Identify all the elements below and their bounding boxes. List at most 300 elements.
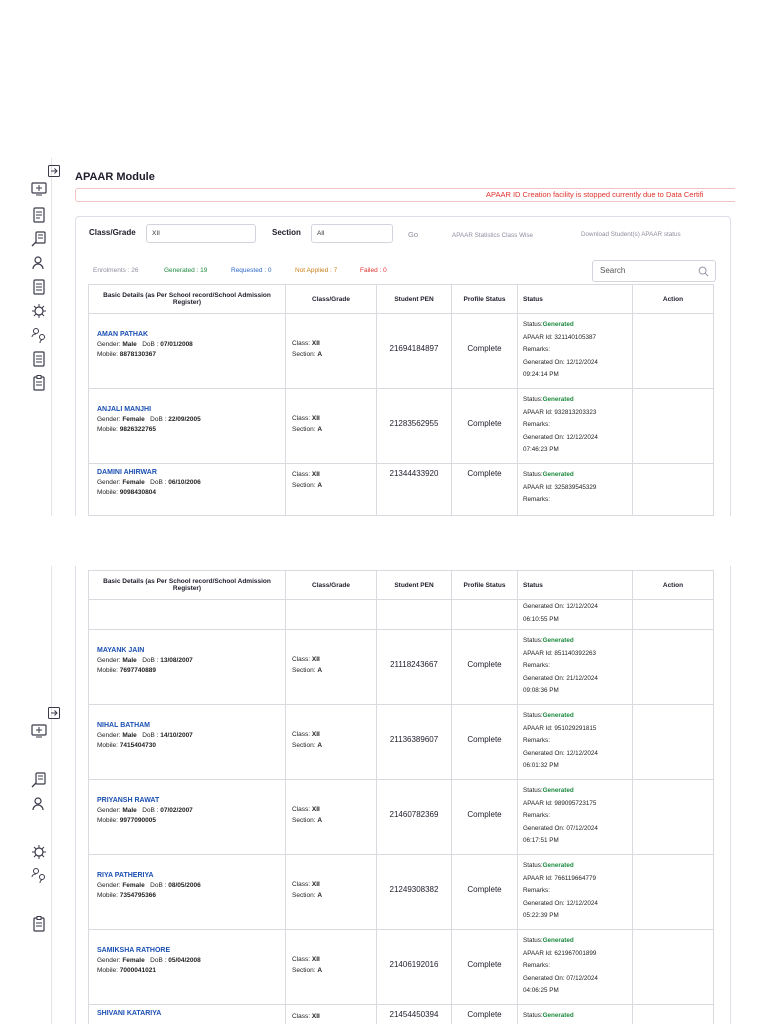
generated-time-value: 04:06:25 PM [523, 987, 559, 994]
profile-status: Complete [467, 960, 502, 969]
profile-status: Complete [467, 419, 502, 428]
gender [97, 732, 137, 739]
class-grade-label: Class/Grade [89, 228, 136, 237]
remarks-line [523, 885, 632, 898]
mobile-value: 7415404730 [119, 742, 156, 749]
gender [97, 479, 145, 486]
gender-value: Male [122, 807, 137, 814]
dob-label: DoB : [150, 479, 167, 486]
generated-on-line [523, 357, 632, 370]
section [292, 742, 322, 749]
pen-cell [377, 314, 452, 389]
section-value: A [317, 482, 323, 489]
class-line [292, 1011, 376, 1022]
status-line [523, 394, 632, 407]
section [292, 426, 322, 433]
dashboard-icon[interactable] [30, 722, 48, 740]
status-label: Status: [523, 321, 543, 328]
class-cell [286, 464, 377, 516]
profile-cell [452, 705, 518, 780]
collapse-sidebar-icon[interactable] [30, 704, 48, 722]
generated-on-line [523, 673, 632, 686]
dob [150, 416, 201, 423]
profile-cell [452, 780, 518, 855]
profile-status: Complete [467, 1010, 502, 1019]
generated-on-label: Generated On: [523, 899, 565, 907]
users-group-icon[interactable] [30, 326, 48, 344]
header-student-pen: Student PEN [377, 571, 452, 600]
status-block [523, 394, 632, 457]
section-label: Section: [292, 351, 316, 358]
action-cell[interactable] [633, 930, 714, 1005]
profile-cell [452, 1005, 518, 1024]
basic-details-cell [89, 630, 286, 705]
status-label: Status: [523, 637, 543, 644]
mobile-label: Mobile: [97, 892, 118, 899]
mobile [97, 426, 156, 433]
header-action: Action [633, 571, 714, 600]
generated-on-value: 07/12/2024 [566, 974, 598, 982]
apaar-id-value: 932813203323 [554, 408, 597, 416]
remarks-label: Remarks: [523, 346, 550, 353]
remarks-line [523, 344, 632, 357]
pen-cell [377, 1005, 452, 1024]
mobile-line [97, 892, 285, 899]
status-block [523, 935, 632, 998]
mobile-value: 7697740889 [119, 667, 156, 674]
apaar-statistics-link[interactable]: APAAR Statistics Class Wise [452, 232, 534, 239]
gender-dob-line [97, 732, 285, 739]
settings-group-icon[interactable] [30, 302, 48, 320]
apaar-id-line [523, 873, 632, 886]
remarks-label: Remarks: [523, 737, 550, 744]
header-status: Status [518, 285, 633, 314]
class-section [292, 469, 376, 491]
class-value: XII [311, 731, 320, 738]
class-label: Class: [292, 656, 311, 663]
status-label: Status: [523, 471, 543, 478]
notes-icon[interactable] [30, 278, 48, 296]
generated-on-label: Generated On: [523, 749, 565, 757]
students-table [88, 284, 714, 516]
mobile-line [97, 742, 285, 749]
generated-on-value: 12/12/2024 [566, 358, 598, 366]
mobile-line [97, 351, 285, 358]
student-name[interactable]: PRIYANSH RAWAT [97, 797, 160, 804]
pen-cell [377, 930, 452, 1005]
gender [97, 882, 145, 889]
class [292, 956, 320, 963]
class-line [292, 413, 376, 424]
header-class-grade: Class/Grade [286, 285, 377, 314]
status-badge: Generated [542, 712, 574, 719]
gender [97, 657, 137, 664]
table-row [89, 780, 714, 855]
class [292, 656, 320, 663]
pen-cell [377, 630, 452, 705]
generated-on-label: Generated On: [523, 358, 565, 366]
section-value: A [317, 667, 323, 674]
generated-on-label: Generated On: [523, 433, 565, 441]
mobile [97, 742, 156, 749]
student-name[interactable]: RIYA PATHERIYA [97, 872, 154, 879]
class-value: XII [311, 340, 320, 347]
search-input[interactable] [592, 260, 716, 282]
class-label: Class: [292, 471, 311, 478]
mobile-label: Mobile: [97, 742, 118, 749]
status-cell [518, 930, 633, 1005]
pen-cell [377, 464, 452, 516]
dob [150, 882, 201, 889]
student-name[interactable]: NIHAL BATHAM [97, 722, 151, 729]
generated-on-value: 12/12/2024 [566, 603, 598, 610]
action-cell[interactable] [633, 389, 714, 464]
apaar-id-label: APAAR Id: [523, 408, 553, 416]
mobile-value: 9977090005 [119, 817, 156, 824]
section [292, 967, 322, 974]
pen-cell [377, 855, 452, 930]
generated-time-value: 07:46:23 PM [523, 446, 559, 453]
class-line [292, 654, 376, 665]
basic-details-cell [89, 780, 286, 855]
dob-value: 13/08/2007 [160, 657, 193, 664]
status-badge: Generated [542, 862, 574, 869]
basic-details-cell [89, 1005, 286, 1024]
gender [97, 416, 145, 423]
dob [150, 479, 201, 486]
class-section [292, 954, 376, 976]
profile-status: Complete [467, 735, 502, 744]
mobile-value: 9826322765 [119, 426, 156, 433]
action-cell[interactable] [633, 314, 714, 389]
apaar-id-line [523, 948, 632, 961]
status-block [523, 785, 632, 848]
table-row [89, 389, 714, 464]
section-line [292, 424, 376, 435]
section-line [292, 480, 376, 491]
clipboard-icon[interactable] [30, 374, 48, 392]
mobile-line [97, 489, 285, 496]
pen-cell [377, 705, 452, 780]
section-value: A [317, 892, 323, 899]
clipboard-icon[interactable] [30, 915, 48, 933]
apaar-id-line [523, 407, 632, 420]
status-block [523, 601, 632, 626]
class-grade-select[interactable]: XII [146, 224, 256, 243]
generated-time-value: 06:10:55 PM [523, 615, 559, 623]
basic-details-cell [89, 705, 286, 780]
action-cell[interactable] [633, 1005, 714, 1024]
student-name[interactable]: DAMINI AHIRWAR [97, 469, 157, 476]
continuation-cell [452, 600, 518, 630]
mobile-value: 8878130367 [119, 351, 156, 358]
class-value: XII [311, 806, 320, 813]
basic-details-cell [89, 389, 286, 464]
table-row-continuation [89, 600, 714, 630]
action-cell[interactable] [633, 630, 714, 705]
dob-value: 14/10/2007 [160, 732, 193, 739]
apaar-id-line [523, 332, 632, 345]
mobile-label: Mobile: [97, 967, 118, 974]
basic-details-cell [89, 855, 286, 930]
gender-label: Gender: [97, 341, 121, 348]
section-line [292, 665, 376, 676]
gender-dob-line [97, 657, 285, 664]
status-label: Status: [523, 862, 543, 869]
action-cell[interactable] [633, 705, 714, 780]
dob [142, 341, 193, 348]
basic-details-cell [89, 930, 286, 1005]
class-cell [286, 630, 377, 705]
status-badge: Generated [542, 396, 574, 403]
section [292, 482, 322, 489]
gender-dob-line [97, 479, 285, 486]
section-label: Section: [292, 892, 316, 899]
gender [97, 341, 137, 348]
document-icon[interactable] [30, 206, 48, 224]
class-section [292, 338, 376, 360]
section-value: A [317, 817, 323, 824]
edit-document-icon[interactable] [30, 230, 48, 248]
table-row [89, 630, 714, 705]
collapse-sidebar-icon[interactable] [30, 162, 48, 180]
header-student-pen: Student PEN [377, 285, 452, 314]
status-cell [518, 630, 633, 705]
header-status: Status [518, 571, 633, 600]
dob-value: 07/02/2007 [160, 807, 193, 814]
edit-document-icon[interactable] [30, 771, 48, 789]
continuation-cell [633, 600, 714, 630]
remarks-label: Remarks: [523, 496, 550, 503]
class [292, 415, 320, 422]
gender-value: Male [122, 341, 137, 348]
generated-on-value: 12/12/2024 [566, 749, 598, 757]
generated-on-value: 12/12/2024 [566, 433, 598, 441]
class-label: Class: [292, 340, 311, 347]
generated-on-line [523, 601, 632, 614]
action-cell[interactable] [633, 855, 714, 930]
class-value: XII [311, 956, 320, 963]
class [292, 1013, 320, 1020]
class-value: XII [311, 415, 320, 422]
header-profile-status: Profile Status [452, 571, 518, 600]
remarks-label: Remarks: [523, 887, 550, 894]
class-value: XII [311, 656, 320, 663]
gender-value: Female [122, 416, 145, 423]
generated-on-line [523, 973, 632, 986]
apaar-id-line [523, 723, 632, 736]
class-cell [286, 389, 377, 464]
class-line [292, 804, 376, 815]
header-action: Action [633, 285, 714, 314]
continuation-cell [518, 600, 633, 630]
status-line [523, 860, 632, 873]
section-label: Section: [292, 742, 316, 749]
dob-label: DoB : [142, 341, 159, 348]
basic-details-cell [89, 464, 286, 516]
class-cell [286, 314, 377, 389]
student-name[interactable]: MAYANK JAIN [97, 647, 145, 654]
dob-value: 22/09/2005 [168, 416, 201, 423]
gender [97, 807, 137, 814]
apaar-id-value: 621967001899 [554, 949, 597, 957]
student-name[interactable]: SHIVANI KATARIYA [97, 1010, 162, 1017]
not-applied-count: Not Applied : 7 [295, 267, 338, 274]
class-section [292, 729, 376, 751]
section-value: A [317, 351, 323, 358]
generated-on-label: Generated On: [523, 674, 565, 682]
continuation-cell [89, 600, 286, 630]
gender-value: Female [122, 957, 145, 964]
class [292, 881, 320, 888]
section-line [292, 815, 376, 826]
header-profile-status: Profile Status [452, 285, 518, 314]
generated-time-value: 06:01:32 PM [523, 762, 559, 769]
user-icon[interactable] [30, 795, 48, 813]
student-pen: 21249308382 [389, 885, 439, 894]
students-table-continued [88, 570, 714, 1024]
download-status-link[interactable]: Download Student(s) APAAR status [581, 231, 681, 238]
profile-status: Complete [467, 469, 502, 478]
remarks-line [523, 494, 632, 507]
class-label: Class: [292, 415, 311, 422]
dashboard-icon[interactable] [30, 180, 48, 198]
class-value: XII [311, 881, 320, 888]
pen-cell [377, 780, 452, 855]
mobile-value: 7000041021 [119, 967, 156, 974]
status-cell [518, 464, 633, 516]
student-pen: 21136389607 [389, 735, 439, 744]
status-block [523, 469, 632, 507]
status-cell [518, 314, 633, 389]
section [292, 817, 322, 824]
section-select[interactable]: All [311, 224, 393, 243]
profile-cell [452, 930, 518, 1005]
table-header [89, 285, 714, 314]
class [292, 471, 320, 478]
mobile [97, 892, 156, 899]
dob-label: DoB : [142, 732, 159, 739]
mobile-label: Mobile: [97, 817, 118, 824]
users-group-icon[interactable] [30, 866, 48, 884]
profile-status: Complete [467, 885, 502, 894]
gender-value: Female [122, 882, 145, 889]
status-badge: Generated [542, 1012, 574, 1019]
class-label: Class: [292, 731, 311, 738]
status-badge: Generated [542, 637, 574, 644]
generated-on-line [523, 898, 632, 911]
class [292, 340, 320, 347]
mobile-line [97, 817, 285, 824]
header-class-grade: Class/Grade [286, 571, 377, 600]
student-name[interactable]: AMAN PATHAK [97, 331, 149, 338]
apaar-id-label: APAAR Id: [523, 333, 553, 341]
gender [97, 957, 145, 964]
user-icon[interactable] [30, 254, 48, 272]
generated-time-value: 05:22:39 PM [523, 912, 559, 919]
profile-status: Complete [467, 810, 502, 819]
notice-banner [75, 188, 735, 202]
dob [142, 807, 193, 814]
status-block [523, 1010, 632, 1023]
apaar-id-value: 321140105387 [554, 333, 596, 341]
class [292, 731, 320, 738]
status-cell [518, 1005, 633, 1024]
student-name[interactable]: ANJALI MANJHI [97, 406, 152, 413]
gender-value: Male [122, 657, 137, 664]
generated-on-value: 07/12/2024 [566, 824, 598, 832]
table-header [89, 571, 714, 600]
settings-group-icon[interactable] [30, 843, 48, 861]
remarks-label: Remarks: [523, 962, 550, 969]
profile-cell [452, 389, 518, 464]
section-label: Section: [292, 667, 316, 674]
gender-dob-line [97, 882, 285, 889]
profile-cell [452, 464, 518, 516]
gender-label: Gender: [97, 882, 121, 889]
status-cell [518, 855, 633, 930]
class-value: XII [311, 471, 320, 478]
section [292, 892, 322, 899]
go-button[interactable]: Go [408, 230, 419, 239]
section-label: Section: [292, 817, 316, 824]
student-name[interactable]: SAMIKSHA RATHORE [97, 947, 171, 954]
apaar-id-label: APAAR Id: [523, 483, 553, 491]
section-value: A [317, 967, 323, 974]
student-pen: 21460782369 [389, 810, 439, 819]
report-icon[interactable] [30, 350, 48, 368]
page-title: APAAR Module [75, 171, 155, 183]
action-cell[interactable] [633, 464, 714, 516]
gender-label: Gender: [97, 807, 121, 814]
apaar-id-value: 851140392263 [554, 649, 596, 657]
generated-time-value: 09:08:36 PM [523, 687, 559, 694]
dob-value: 08/05/2006 [168, 882, 201, 889]
mobile-label: Mobile: [97, 667, 118, 674]
section-line [292, 890, 376, 901]
mobile [97, 817, 156, 824]
student-pen: 21344433920 [389, 469, 439, 478]
dob-label: DoB : [142, 807, 159, 814]
status-label: Status: [523, 937, 543, 944]
section-line [292, 965, 376, 976]
status-line [523, 635, 632, 648]
gender-value: Male [122, 732, 137, 739]
gender-dob-line [97, 807, 285, 814]
mobile-label: Mobile: [97, 426, 118, 433]
section [292, 351, 322, 358]
section-label: Section [272, 228, 301, 237]
generated-on-line [523, 823, 632, 836]
mobile-line [97, 967, 285, 974]
profile-cell [452, 314, 518, 389]
gender-label: Gender: [97, 732, 121, 739]
table-row [89, 1005, 714, 1024]
class-label: Class: [292, 1013, 311, 1020]
gender-dob-line [97, 416, 285, 423]
remarks-label: Remarks: [523, 421, 550, 428]
action-cell[interactable] [633, 780, 714, 855]
remarks-line [523, 735, 632, 748]
section-value: A [317, 426, 323, 433]
pen-cell [377, 389, 452, 464]
section-line [292, 740, 376, 751]
search-placeholder: Search [600, 266, 626, 275]
dob-value: 07/01/2008 [160, 341, 193, 348]
class-section [292, 1011, 376, 1022]
dob-label: DoB : [150, 882, 167, 889]
generated-on-value: 12/12/2024 [566, 899, 598, 907]
